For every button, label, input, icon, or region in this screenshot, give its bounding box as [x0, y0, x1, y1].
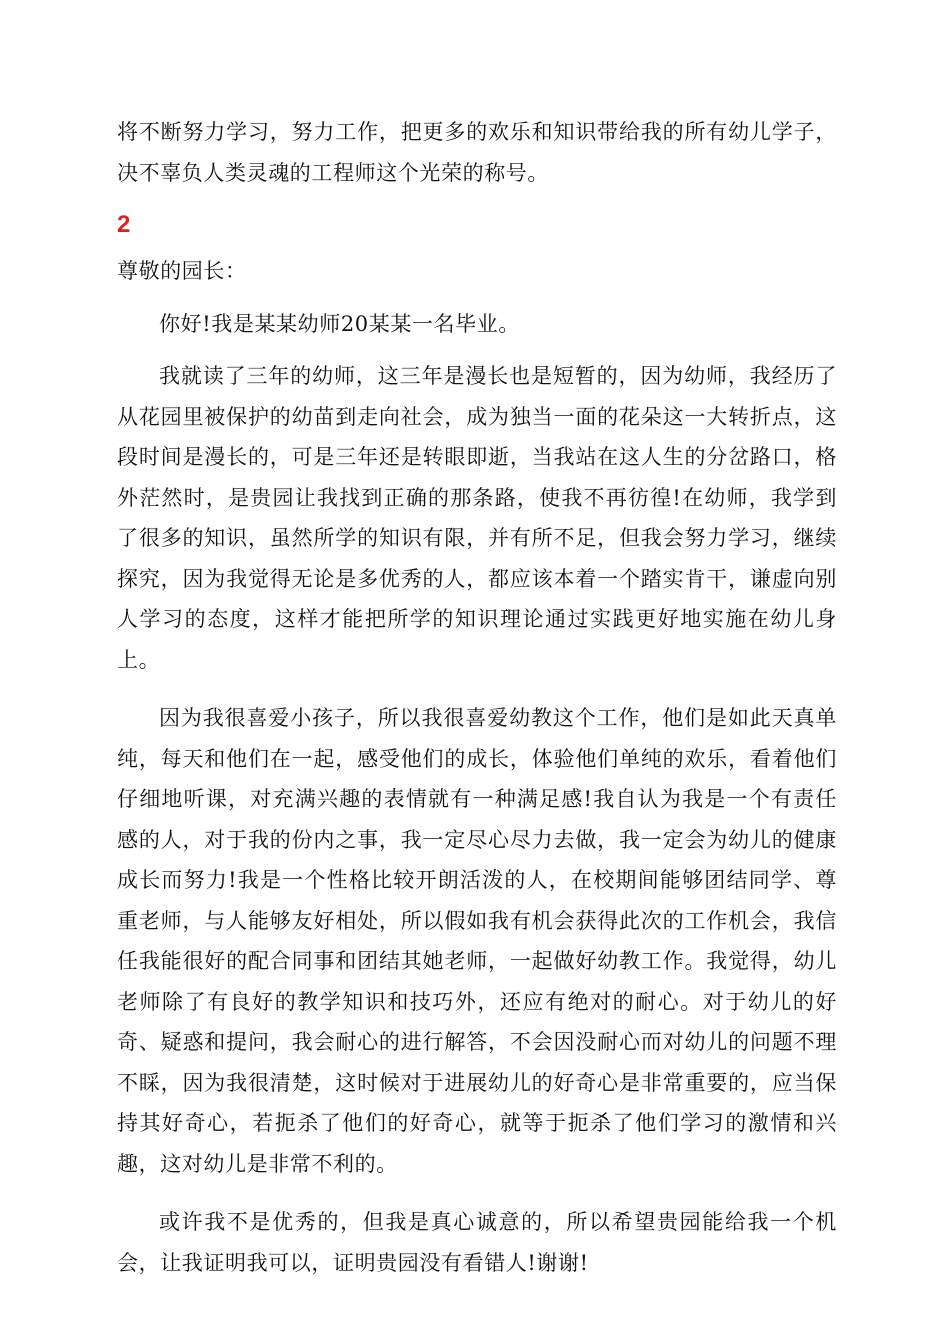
document-body: [117, 112, 837, 1283]
paragraph-closing: 或许我不是优秀的，但我是真心诚意的，所以希望贵园能给我一个机会，让我证明我可以，证明贵园没有看错人!谢谢!: [117, 1210, 837, 1275]
paragraph-intro: 你好!我是某某幼师20某某一名毕业。: [159, 311, 520, 336]
section-number: 2: [117, 211, 131, 238]
carryover-paragraph: 将不断努力学习，努力工作，把更多的欢乐和知识带给我的所有幼儿学子，决不辜负人类灵魂的工程师这个光荣的称号。: [117, 120, 837, 185]
paragraph-love-children: 因为我很喜爱小孩子，所以我很喜爱幼教这个工作，他们是如此天真单纯，每天和他们在一起，感受他们的成长，体验他们单纯的欢乐，看着他们仔细地听课，对充满兴趣的表情就有一种满足感!我自认为我是一个有责任感的人，对于我的份内之事，我一定尽心尽力去做，我一定会为幼儿的健康成长而努力!我是一个性格比较开朗活泼的人，在校期间能够团结同学、尊重老师，与人能够友好相处，所以假如我有机会获得此次的工作机会，我信任我能很好的配合同事和团结其她老师，一起做好幼教工作。我觉得，幼儿老师除了有良好的教学知识和技巧外，还应有绝对的耐心。对于幼儿的好奇、疑惑和提问，我会耐心的进行解答，不会因没耐心而对幼儿的问题不理不睬，因为我很清楚，这时候对于进展幼儿的好奇心是非常重要的，应当保持其好奇心，若扼杀了他们的好奇心，就等于扼杀了他们学习的激情和兴趣，这对幼儿是非常不利的。: [117, 706, 837, 1176]
paragraph-study: 我就读了三年的幼师，这三年是漫长也是短暂的，因为幼师，我经历了从花园里被保护的幼苗到走向社会，成为独当一面的花朵这一大转折点，这段时间是漫长的，可是三年还是转眼即逝，当我站在这人生的分岔路口，格外茫然时，是贵园让我找到正确的那条路，使我不再彷徨!在幼师，我学到了很多的知识，虽然所学的知识有限，并有所不足，但我会努力学习，继续探究，因为我觉得无论是多优秀的人，都应该本着一个踏实肯干，谦虚向别人学习的态度，这样才能把所学的知识理论通过实践更好地实施在幼儿身上。: [117, 364, 837, 672]
salutation: 尊敬的园长：: [117, 259, 247, 283]
